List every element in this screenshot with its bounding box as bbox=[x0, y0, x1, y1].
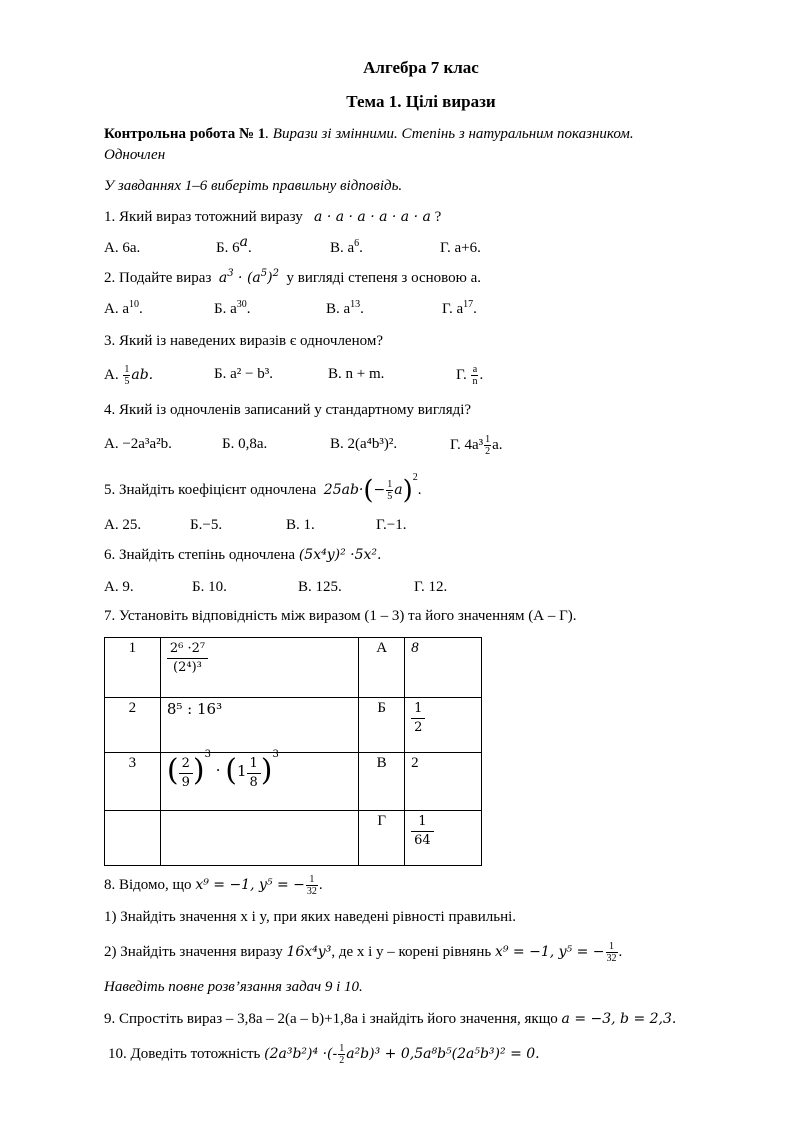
q6-option-a: А. 9. bbox=[104, 579, 134, 595]
q3-option-a: А. $\frac{1}{5}$ ab. bbox=[104, 364, 154, 387]
work-heading: Контрольна робота № 1. Вирази зі змінними. Степінь з натуральним показником. bbox=[104, 126, 634, 142]
q10-text: 10. Доведіть тотожність (2a³b²)⁴ ·(- $\frac{1}{2}$ a²b)³ + 0,5a⁸b⁵(2a⁵b³)² = 0. bbox=[108, 1043, 540, 1066]
q8-text: 8. Відомо, що x⁹ = −1, y⁵ = − $\frac{1}{32}$ . bbox=[104, 874, 323, 897]
expression-cell bbox=[160, 811, 358, 866]
row-number: 3 bbox=[105, 753, 161, 811]
row-letter: Б bbox=[359, 698, 405, 753]
q6-option-c: В. 125. bbox=[298, 579, 342, 595]
q2-option-b: Б. $a^{30}$. bbox=[214, 299, 251, 317]
q1-option-c: В. $a^6$. bbox=[330, 238, 363, 256]
row-letter: В bbox=[359, 753, 405, 811]
expression-cell: 8⁵ : 16³ bbox=[160, 698, 358, 753]
q4-option-c: В. 2(a⁴b³)². bbox=[330, 436, 398, 452]
value-cell: 2 bbox=[405, 753, 482, 811]
q2-option-a: А. $a^{10}$. bbox=[104, 299, 143, 317]
value-cell: $\frac{1}{64}$ bbox=[405, 811, 482, 866]
q1-option-d: Г. a+6. bbox=[440, 240, 481, 256]
q3-text: 3. Який із наведених виразів є одночленом? bbox=[104, 333, 383, 349]
table-row bbox=[105, 811, 482, 866]
row-number bbox=[105, 811, 161, 866]
q5-option-c: В. 1. bbox=[286, 517, 315, 533]
q4-text: 4. Який із одночленів записаний у стандартному вигляді? bbox=[104, 402, 472, 418]
q3-option-d: Г. $\frac{a}{n}$ . bbox=[456, 364, 484, 387]
work-heading-cont: Одночлен bbox=[104, 147, 166, 163]
q5-option-d: Г.−1. bbox=[376, 517, 407, 533]
q1-option-a: А. 6a. bbox=[104, 240, 141, 256]
q5-option-a: А. 25. bbox=[104, 517, 142, 533]
value-cell: 8 bbox=[405, 638, 482, 698]
table-row bbox=[105, 698, 482, 753]
row-letter: Г bbox=[359, 811, 405, 866]
row-number: 2 bbox=[105, 698, 161, 753]
matching-table bbox=[104, 637, 482, 866]
q4-option-b: Б. 0,8a. bbox=[222, 436, 268, 452]
solution-note: Наведіть повне розв’язання задач 9 і 10. bbox=[104, 979, 363, 995]
topic-title: Тема 1. Цілі вирази bbox=[346, 92, 496, 111]
q8-sub2: 2) Знайдіть значення виразу 16x⁴y³, де x і y – корені рівнянь x⁹ = −1, y⁵ = − $\frac{1}{32}$ . bbox=[104, 941, 623, 964]
q7-text: 7. Установіть відповідність між виразом (1 – 3) та його значенням (А – Г). bbox=[104, 608, 577, 624]
q4-option-d: Г. 4a³ $\frac{1}{2}$ a. bbox=[450, 434, 503, 457]
value-cell: $\frac{1}{2}$ bbox=[405, 698, 482, 753]
expression-cell: ( $\frac{2}{9}$ )$^3$ · (1 $\frac{1}{8}$ )$^3$ bbox=[160, 753, 358, 811]
instruction: У завданнях 1–6 виберіть правильну відповідь. bbox=[104, 178, 403, 194]
table-row bbox=[105, 753, 482, 811]
q4-option-a: А. −2a³a²b. bbox=[104, 436, 172, 452]
page-title: Алгебра 7 клас bbox=[363, 58, 479, 77]
row-letter: А bbox=[359, 638, 405, 698]
q1-option-b: Б. 6$^a$. bbox=[216, 234, 252, 256]
row-number: 1 bbox=[105, 638, 161, 698]
q6-option-b: Б. 10. bbox=[192, 579, 227, 595]
q2-option-d: Г. $a^{17}$. bbox=[442, 299, 477, 317]
expression-cell: $\frac{\text{2⁶ ·2⁷}}{\text{(2⁴)³}}$ bbox=[160, 638, 358, 698]
q1-text: 1. Який вираз тотожний виразу a · a · a · a · a · a ? bbox=[104, 209, 442, 225]
q3-option-c: В. n + m. bbox=[328, 366, 385, 382]
q5-text: 5. Знайдіть коефіцієнт одночлена 25ab·(− $\frac{1}{5}$ a)$^2$. bbox=[104, 472, 422, 506]
q8-sub1: 1) Знайдіть значення x і y, при яких наведені рівності правильні. bbox=[104, 909, 517, 925]
q3-option-b: Б. a² − b³. bbox=[214, 366, 273, 382]
q2-option-c: В. $a^{13}$. bbox=[326, 299, 364, 317]
q6-text: 6. Знайдіть степінь одночлена (5x⁴y)² ·5x². bbox=[104, 547, 382, 563]
q2-text: 2. Подайте вираз $a^3 \cdot (a^5)^2$ у вигляді степеня з основою a. bbox=[104, 268, 481, 286]
q9-text: 9. Спростіть вираз – 3,8a – 2(a – b)+1,8a і знайдіть його значення, якщо a = −3, b = 2,3. bbox=[104, 1011, 677, 1027]
q5-option-b: Б.−5. bbox=[190, 517, 223, 533]
table-row bbox=[105, 638, 482, 698]
q6-option-d: Г. 12. bbox=[414, 579, 448, 595]
